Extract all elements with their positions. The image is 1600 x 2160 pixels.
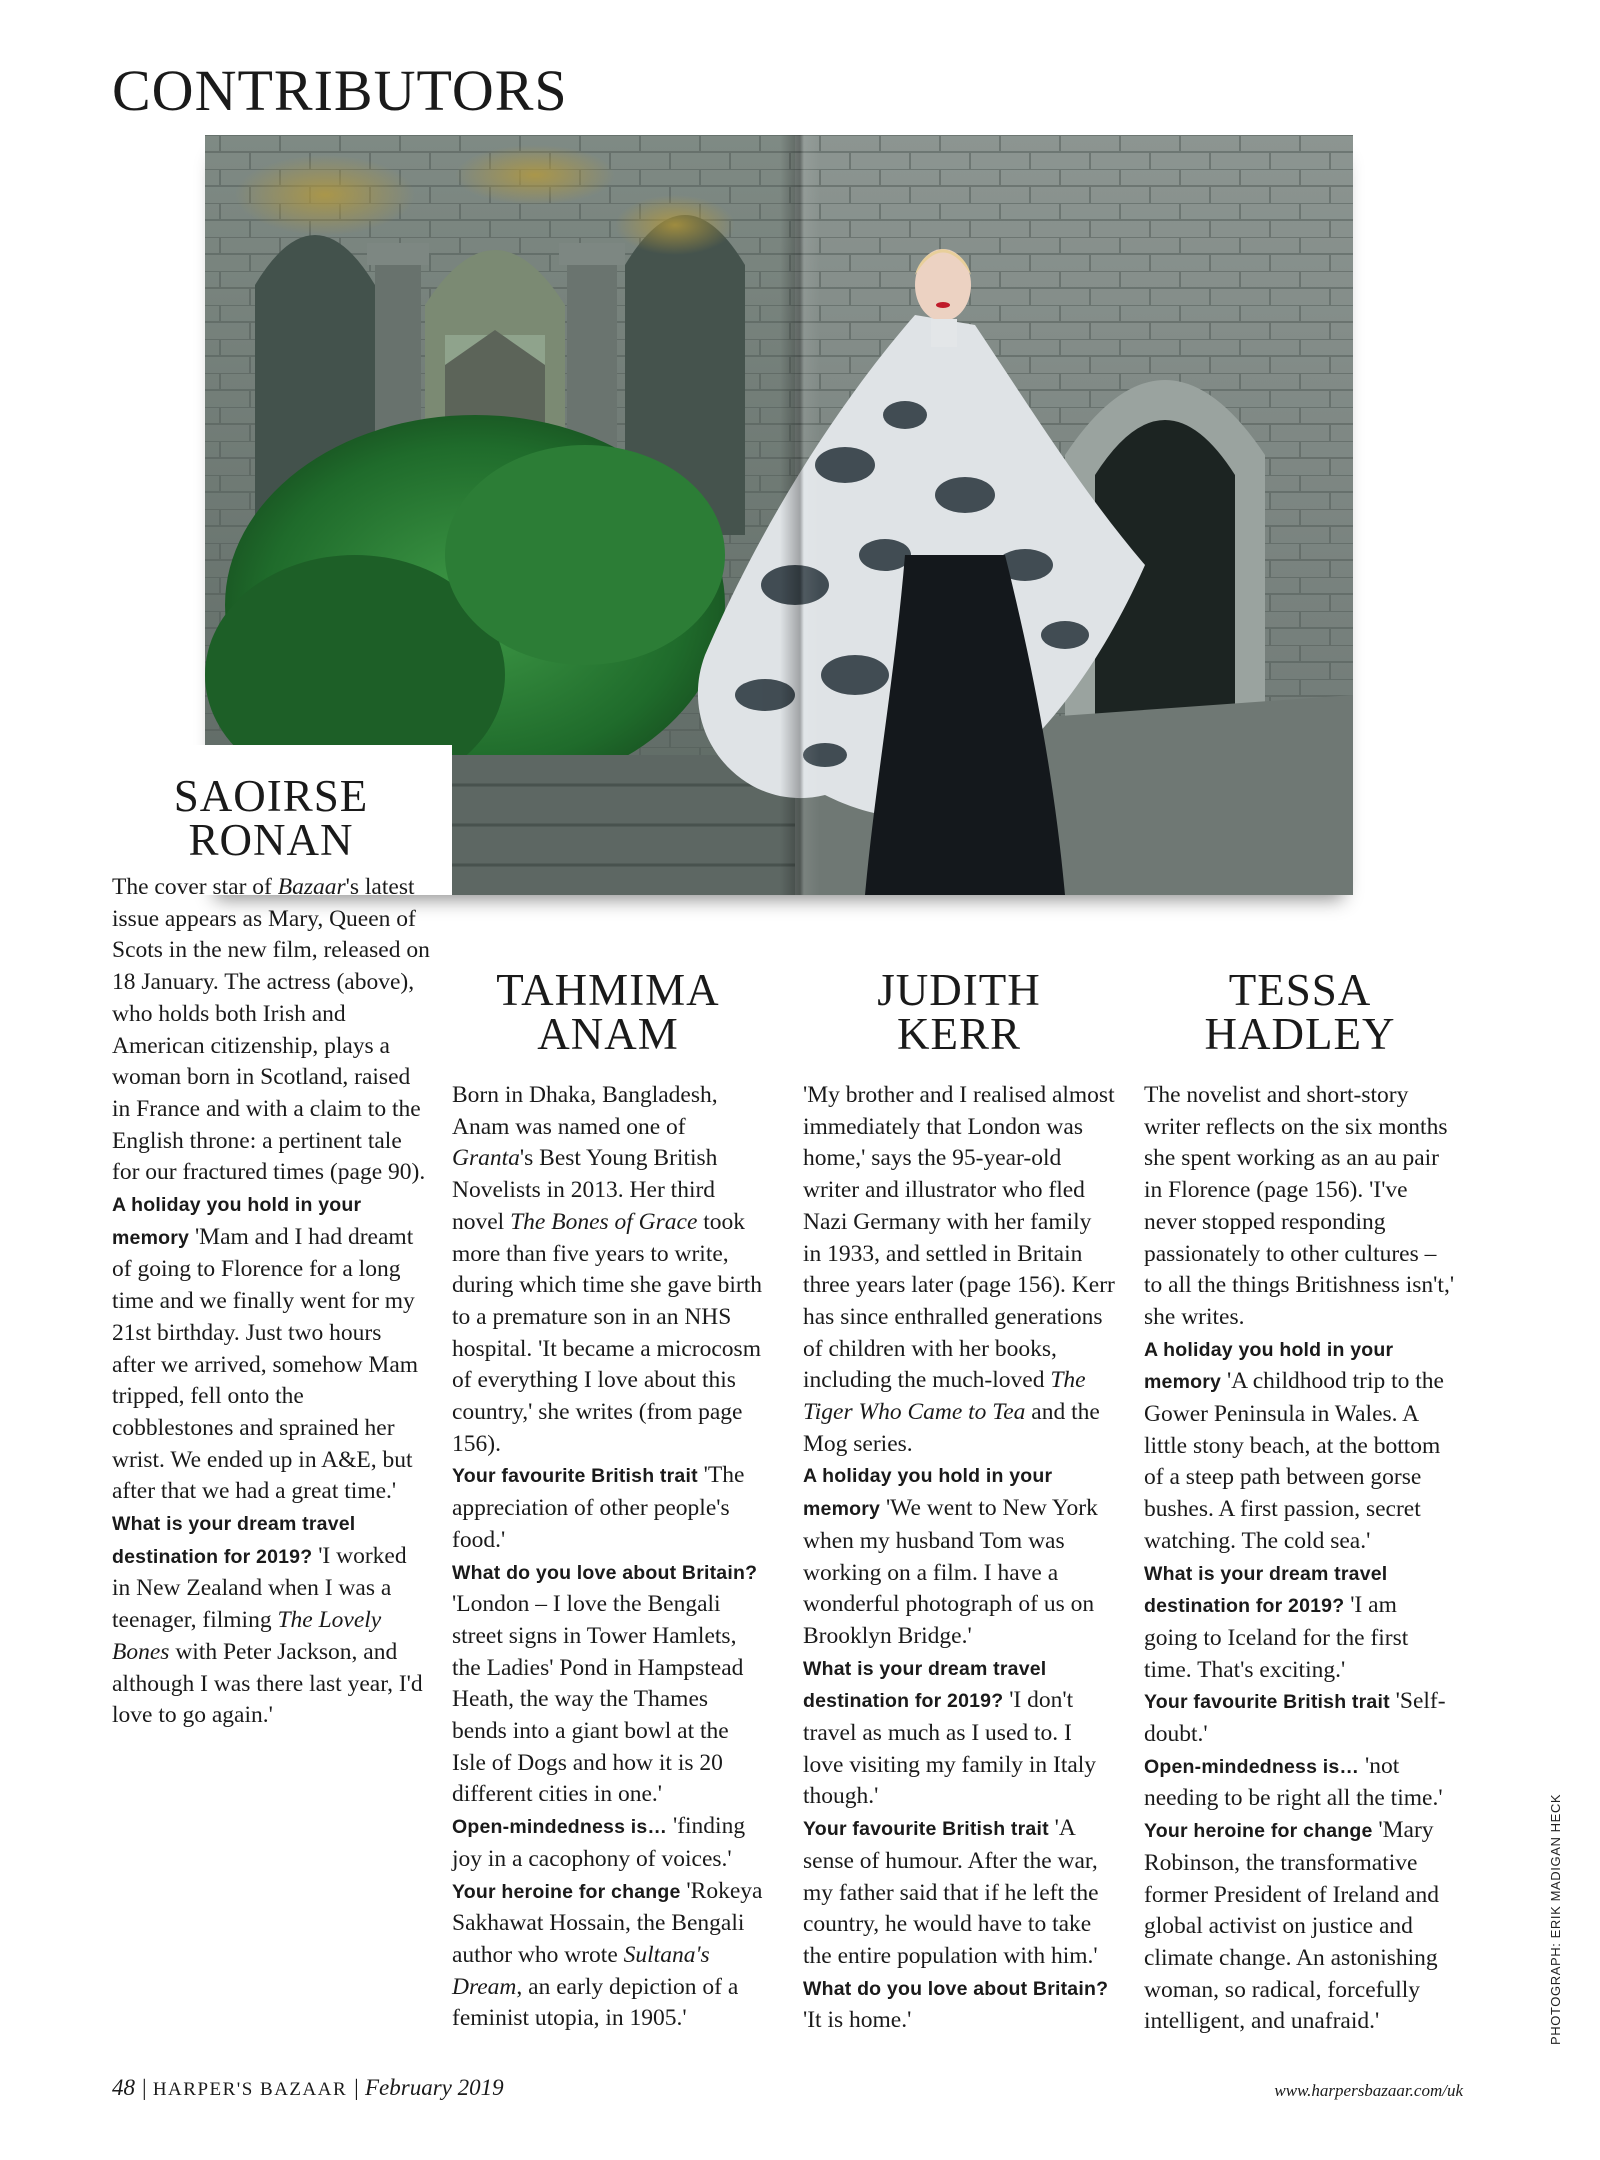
contributor-bio: The novelist and short-story writer reflects on the six months she spent working as an au pair in Florence (page 156). 'I've never stopped responding passionately to other cultures – to all the things Britishness isn't,' she writes. [1144,1082,1455,1330]
qa-item: Your favourite British trait 'A sense of humour. After the war, my father said that if he left the country, he would have to take the entire population with him.' [803,1815,1099,1969]
spread-gutter [780,135,820,895]
answer: 'Mam and I had dreamt of going to Florence for a long time and we finally went for my 21st birthday. Just two hours after we arrived, somehow Mam tripped, fell onto the cobblestones and sprained her wrist. We ended up in A&E, but after that we had a great time.' [112,1223,419,1505]
page-title: CONTRIBUTORS [112,58,568,123]
qa-item: A holiday you hold in your memory 'A childhood trip to the Gower Peninsula in Wales. A little stony beach, at the bottom of a steep path between gorse bushes. A first passion, secret watching. The cold sea.' [1144,1338,1444,1554]
question: A holiday you hold in your memory [1144,1338,1394,1394]
qa-item [112,1189,430,1508]
question: Your heroine for change [1144,1820,1373,1843]
contributor-bio: The cover star of Bazaar's latest issue appears as Mary, Queen of Scots in the new film, released on 18 January. The actress (above), who holds both Irish and American citizenship, plays a woman born in Scotland, raised in France and with a claim to the English throne: a pertinent tale for our fractured times (page 90). [112,874,430,1186]
qa-item: What do you love about Britain? 'It is home.' [803,1977,1109,2034]
folio: 48 | HARPER'S BAZAAR | February 2019 [112,2075,504,2100]
contributor-name: JUDITH KERR [877,965,1041,1059]
qa-item: Your favourite British trait 'Self-doubt.' [1144,1688,1446,1748]
contributor-name: TESSA HADLEY [1204,965,1396,1059]
question: What is your dream travel destination for 2019? [803,1657,1047,1713]
contributor-tahmima-anam [452,965,764,2035]
contributor-tessa-hadley [1144,965,1456,2038]
question: What is your dream travel destination for 2019? [112,1513,356,1568]
qa-item: Your heroine for change 'Rokeya Sakhawat Hossain, the Bengali author who wrote Sultana's Dream, an early depiction of a feminist utopia, in 1905.' [452,1877,763,2032]
contributor-judith-kerr [803,965,1115,2037]
question: Open-mindedness is… [452,1816,668,1839]
contributor-bio: Born in Dhaka, Bangladesh, Anam was named one of Granta's Best Young British Novelists in 2013. Her third novel The Bones of Grace took more than five years to write, during which time she gave birth to a premature son in an NHS hospital. 'It became a microcosm of everything I love about this country,' she writes (from page 156). [452,1082,762,1457]
contributor-bio: 'My brother and I realised almost immediately that London was home,' says the 95-year-old writer and illustrator who fled Nazi Germany with her family in 1933, and settled in Britain three years later (page 156). Kerr has since enthralled generations of children with her books, including the much-loved The Tiger Who Came to Tea and the Mog series. [803,1082,1115,1457]
question: Your favourite British trait [1144,1691,1390,1714]
qa-item: Your favourite British trait 'The appreciation of other people's food.' [452,1462,745,1553]
qa-item: What is your dream travel destination for 2019? 'I worked in New Zealand when I was a teenager, filming The Lovely Bones with Peter Jackson, and although I was there last year, I'd love to go again.' [112,1513,423,1729]
contributor-name: TAHMIMA ANAM [496,965,720,1059]
contributor-saoirse-ronan [112,771,430,1732]
website-url: www.harpersbazaar.com/uk [1274,2081,1463,2100]
qa-item: Open-mindedness is… 'not needing to be right all the time.' [1144,1752,1443,1812]
question: A holiday you hold in your memory [112,1194,362,1249]
qa-item: Open-mindedness is… 'finding joy in a cacophony of voices.' [452,1813,746,1872]
magazine-name: HARPER'S BAZAAR [152,2079,348,2100]
issue-date: February 2019 [364,2075,504,2100]
question: What do you love about Britain? [452,1561,758,1584]
page-number: 48 [112,2075,135,2100]
question: What do you love about Britain? [803,1977,1109,2000]
question: A holiday you hold in your memory [803,1465,1053,1521]
question: What is your dream travel destination for 2019? [1144,1562,1388,1618]
question: Your favourite British trait [803,1818,1049,1841]
question: Open-mindedness is… [1144,1755,1360,1778]
qa-item: Your heroine for change 'Mary Robinson, the transformative former President of Ireland and global activist on justice and climate change. An astonishing woman, so radical, forcefully intelligent, and unafraid.' [1144,1817,1439,2035]
photo-credit: PHOTOGRAPH: ERIK MADIGAN HECK [1548,1793,1563,2045]
question: Your favourite British trait [452,1465,698,1488]
qa-item: What is your dream travel destination for 2019? 'I don't travel as much as I used to. I love visiting my family in Italy though.' [803,1657,1097,1810]
qa-item: A holiday you hold in your memory 'We went to New York when my husband Tom was working on a film. I have a wonderful photograph of us on Brooklyn Bridge.' [803,1465,1098,1649]
qa-item: What is your dream travel destination for 2019? 'I am going to Iceland for the first time. That's exciting.' [1144,1562,1409,1683]
question: Your heroine for change [452,1880,681,1903]
contributor-name: SAOIRSE RONAN [173,771,369,865]
qa-item: What do you love about Britain? 'London – I love the Bengali street signs in Tower Hamlets, the Ladies' Pond in Hampstead Heath, the way the Thames bends into a giant bowl at the Isle of Dogs and how it is 20 different cities in one.' [452,1561,758,1808]
